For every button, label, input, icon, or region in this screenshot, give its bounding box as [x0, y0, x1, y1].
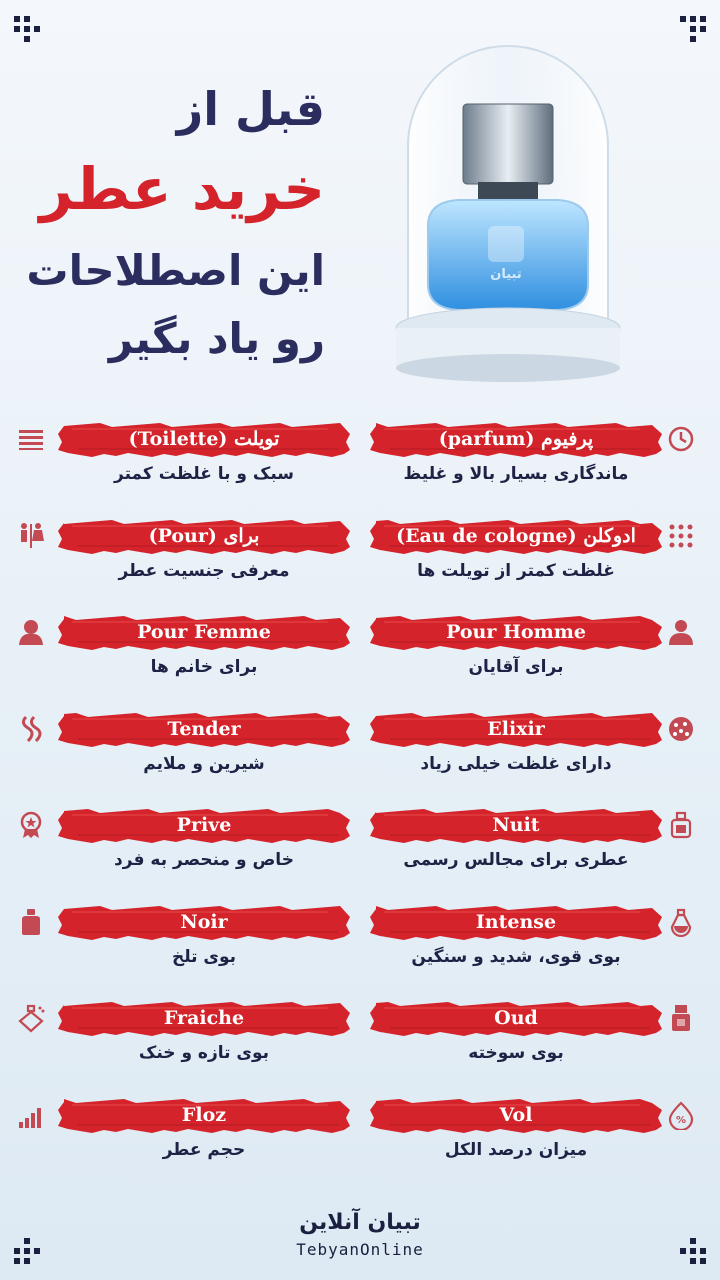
term-description: خاص و منحصر به فرد	[114, 850, 294, 870]
gender-icon	[16, 521, 46, 551]
term-card	[0, 420, 350, 510]
title-line-1: قبل از	[176, 82, 325, 136]
term-label: Oud	[494, 1007, 538, 1029]
term-description: بوی تلخ	[171, 946, 237, 967]
term-description: میزان درصد الکل	[444, 1139, 588, 1160]
term-label: Prive	[176, 814, 232, 836]
term-description: غلظت کمتر از تویلت ها	[417, 560, 615, 581]
term-card	[0, 903, 350, 993]
term-card	[0, 517, 350, 607]
corner-decoration-top-right	[680, 16, 706, 42]
term-description: بوی تازه و خنک	[138, 1043, 270, 1063]
term-banner	[58, 517, 350, 555]
term-banner	[58, 806, 350, 844]
term-description: بوی قوی، شدید و سنگین	[411, 946, 621, 967]
percent-drop-icon	[666, 1100, 696, 1130]
title-line-4: رو یاد بگیر	[108, 314, 325, 363]
bottle-logo-text: تبیان	[490, 267, 522, 282]
term-banner	[58, 999, 350, 1037]
term-banner	[370, 710, 662, 748]
term-description: حجم عطر	[162, 1139, 246, 1160]
term-card	[370, 903, 720, 993]
brand-logo-english: TebyanOnline	[296, 1240, 424, 1259]
term-label: Pour Homme	[446, 621, 586, 643]
perfume-bottle-illustration	[388, 26, 628, 386]
term-card	[370, 517, 720, 607]
perfume-icon	[666, 810, 696, 840]
term-label: Fraiche	[163, 1007, 245, 1029]
term-banner	[370, 517, 662, 555]
badge-icon	[16, 810, 46, 840]
title-line-3: این اصطلاحات	[26, 246, 325, 295]
term-label: Elixir	[487, 717, 545, 740]
term-description: برای آقایان	[468, 657, 564, 677]
lines-icon	[16, 424, 46, 454]
term-label: Pour Femme	[137, 621, 271, 643]
molecule-icon	[666, 714, 696, 744]
term-banner	[370, 903, 662, 941]
term-label: ادوکلن (Eau de cologne)	[396, 524, 636, 547]
term-banner	[370, 999, 662, 1037]
woman-icon	[16, 617, 46, 647]
term-description: معرفی جنسیت عطر	[118, 560, 290, 581]
term-description: برای خانم ها	[150, 657, 258, 677]
term-banner	[58, 903, 350, 941]
term-banner	[58, 1096, 350, 1134]
clock-icon	[666, 424, 696, 454]
term-description: سبک و با غلظت کمتر	[114, 464, 294, 484]
term-card	[370, 420, 720, 510]
dots-grid-icon	[666, 521, 696, 551]
term-card	[0, 613, 350, 703]
brand-logo-persian: تبیان آنلاین	[299, 1210, 421, 1235]
term-card	[0, 999, 350, 1089]
spray-icon	[16, 1003, 46, 1033]
bottle-icon	[16, 907, 46, 937]
term-description: شیرین و ملایم	[143, 753, 265, 774]
term-label: پرفیوم (parfum)	[438, 428, 594, 450]
man-icon	[666, 617, 696, 647]
term-card	[370, 710, 720, 800]
term-banner	[58, 710, 350, 748]
term-card	[0, 1096, 350, 1186]
term-card	[370, 806, 720, 896]
term-label: Intense	[475, 910, 557, 933]
term-label: برای (Pour)	[148, 524, 260, 547]
term-label: Floz	[181, 1103, 227, 1126]
term-label: Noir	[180, 910, 228, 933]
term-banner	[370, 613, 662, 651]
wave-icon	[16, 714, 46, 744]
term-description: ماندگاری بسیار بالا و غلیظ	[403, 464, 629, 484]
flask-icon	[666, 907, 696, 937]
term-banner	[370, 420, 662, 458]
svg-text:%: %	[675, 1114, 687, 1126]
title-line-2: خرید عطر	[39, 155, 325, 223]
term-label: Nuit	[492, 814, 540, 836]
oud-bottle-icon	[666, 1003, 696, 1033]
term-banner	[370, 806, 662, 844]
corner-decoration-top-left	[14, 16, 40, 42]
volume-bars-icon	[16, 1100, 46, 1130]
term-card	[370, 999, 720, 1089]
term-banner	[370, 1096, 662, 1134]
term-banner	[58, 420, 350, 458]
term-card	[370, 613, 720, 703]
term-card	[0, 710, 350, 800]
term-label: Tender	[167, 717, 241, 740]
term-description: عطری برای مجالس رسمی	[403, 850, 629, 870]
term-description: بوی سوخته	[468, 1043, 564, 1063]
term-label: Vol	[499, 1103, 533, 1126]
term-label: تویلت (Toilette)	[128, 428, 280, 450]
term-card	[370, 1096, 720, 1186]
term-card	[0, 806, 350, 896]
term-banner	[58, 613, 350, 651]
term-description: دارای غلظت خیلی زیاد	[420, 753, 612, 774]
